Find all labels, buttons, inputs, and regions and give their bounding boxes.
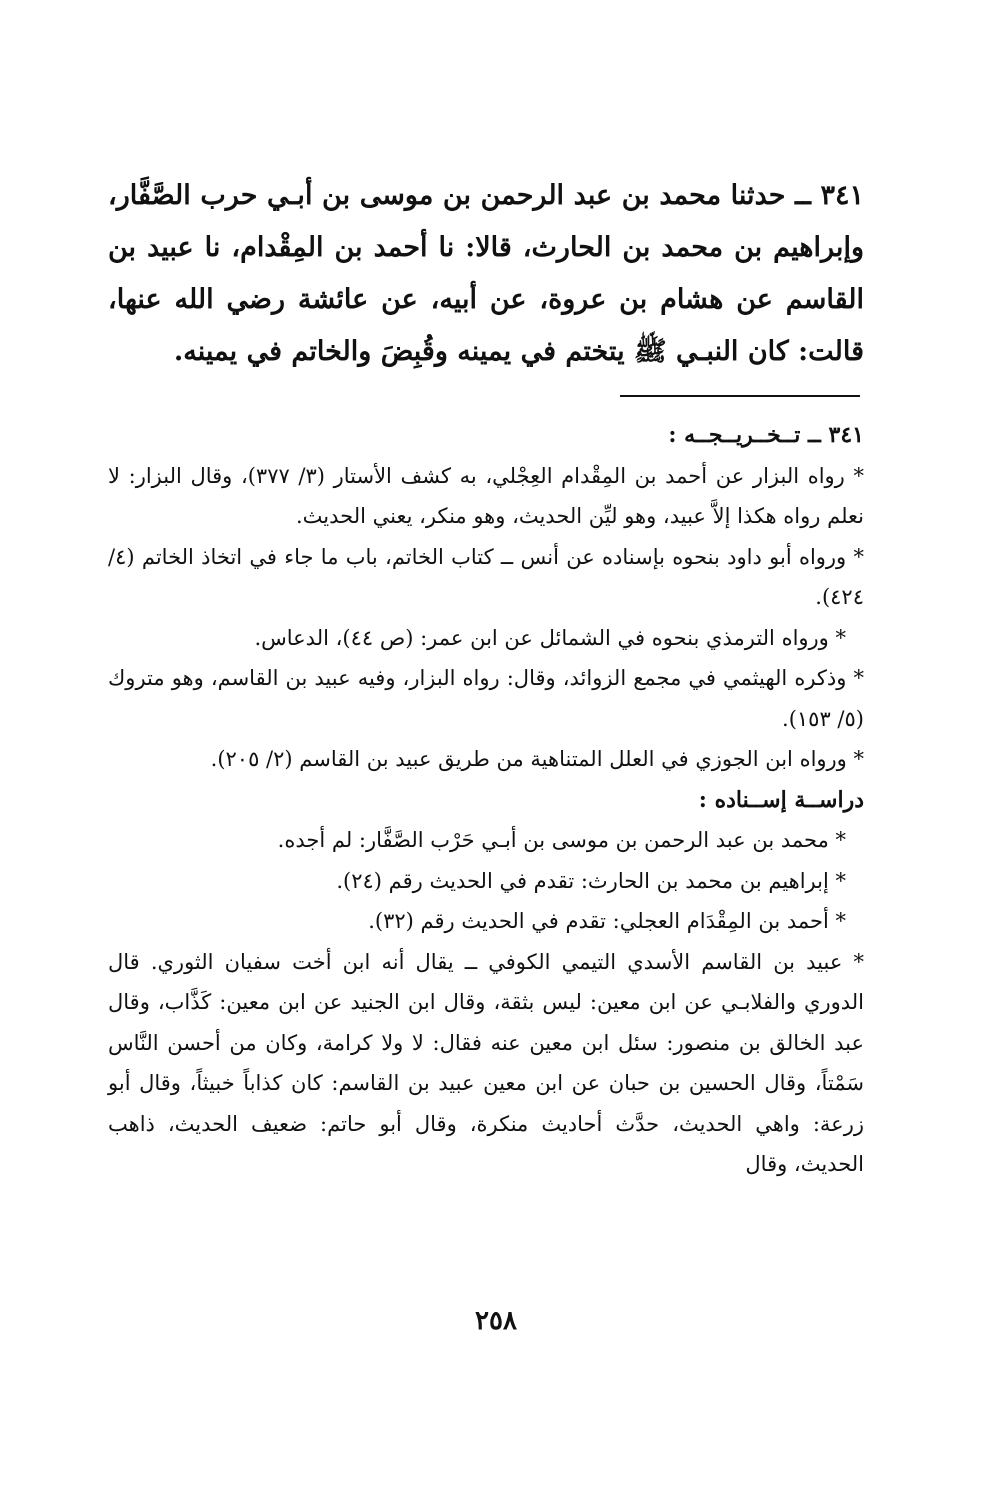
takhrij-heading: ٣٤١ ــ تــخــريــجــه : [668, 422, 864, 448]
hadith-body: ــ حدثنا محمد بن عبد الرحمن بن موسى بن أبـي حرب الصَّفَّار، وإبراهيم بن محمد بن الحارث، قالا: نا أحمد بن المِقْدام، نا عبيد بن القاسم عن هشام بن عروة، عن أبيه، عن عائشة رضي الله عنها، قالت: كان النبـي ﷺ يتختم في يمينه وقُبِضَ والخاتم في يمينه. [108, 180, 864, 367]
isnad-heading: دراســة إســناده : [698, 786, 864, 813]
page-number: ٢٥٨ [475, 1306, 517, 1336]
footnotes [108, 415, 864, 1185]
isnad-item: * محمد بن عبد الرحمن بن موسى بن أبـي حَرْب الصَّفَّار: لم أجده. [277, 828, 846, 852]
takhrij-item: * ورواه أبو داود بنحوه بإسناده عن أنس ــ كتاب الخاتم، باب ما جاء في اتخاذ الخاتم (٤/ ٤٢٤). [108, 544, 864, 609]
narrator-paragraph: * عبيد بن القاسم الأسدي التيمي الكوفي ــ يقال أنه ابن أخت سفيان الثوري. قال الدوري والفلابـي عن ابن معين: ليس بثقة، وقال ابن الجنيد عن ابن معين: كَذَّاب، وقال عبد الخالق بن منصور: سئل ابن معين عنه فقال: لا ولا كرامة، وكان من أحسن النَّاس سَمْتاً، وقال الحسين بن حبان عن ابن معين عبيد بن القاسم: كان كذاباً خبيثاً، وقال أبو زرعة: واهي الحديث، حدَّث أحاديث منكرة، وقال أبو حاتم: ضعيف الحديث، ذاهب الحديث، وقال [108, 949, 864, 1176]
footnote-divider [620, 395, 860, 397]
hadith-text [108, 170, 864, 378]
hadith-number: ٣٤١ [820, 180, 864, 211]
isnad-item: * إبراهيم بن محمد بن الحارث: تقدم في الحديث رقم (٢٤). [336, 868, 846, 893]
takhrij-item: * رواه البزار عن أحمد بن المِقْدام العِجْلي، به كشف الأستار (٣/ ٣٧٧)، وقال البزار: لا نعلم رواه هكذا إلاَّ عبيد، وهو ليِّن الحديث، وهو منكر، يعني الحديث. [108, 463, 864, 528]
isnad-item: * أحمد بن المِقْدَام العجلي: تقدم في الحديث رقم (٣٢). [368, 909, 846, 933]
takhrij-item: * ورواه ابن الجوزي في العلل المتناهية من طريق عبيد بن القاسم (٢/ ٢٠٥). [210, 747, 864, 771]
takhrij-item: * وذكره الهيثمي في مجمع الزوائد، وقال: رواه البزار، وفيه عبيد بن القاسم، وهو متروك (٥/ ١٥٣). [108, 666, 864, 731]
takhrij-item: * ورواه الترمذي بنحوه في الشمائل عن ابن عمر: (ص ٤٤)، الدعاس. [254, 625, 846, 650]
